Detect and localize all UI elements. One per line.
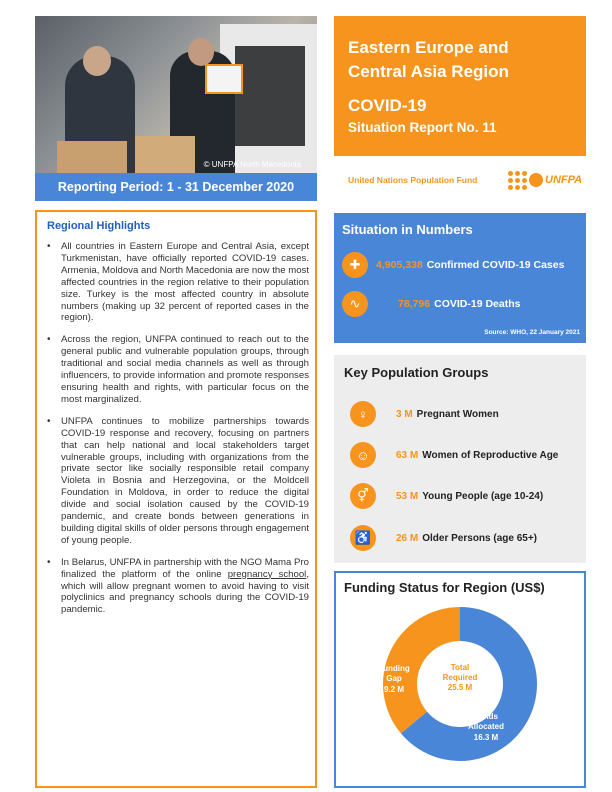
highlight-item: • UNFPA continues to mobilize partnerships towards COVID-19 response and recovery, focusing on partners that can help national and local stakeholders target vulnerable groups, including with organizations from the private sector like socially responsible retail company Violeta in Bosnia and Herzegovina, or the Moldcell Foundation in Moldova, in order to reduce the digital divide and social isolation caused by the COVID-19 pandemic, and create bonds between generations in building digital skills of older persons through engagement of young people.: [43, 416, 309, 547]
center-label: Total: [450, 663, 470, 672]
pregnancy-school-link[interactable]: pregnancy school: [227, 568, 307, 580]
highlights-title: Regional Highlights: [47, 220, 151, 232]
cases-label: Confirmed COVID-19 Cases: [426, 259, 565, 271]
data-label-funding-gap: Gap: [386, 674, 402, 683]
source-note: Source: WHO, 22 January 2021: [484, 329, 580, 336]
situation-title: Situation in Numbers: [342, 222, 473, 237]
logo-dots-icon: [508, 171, 527, 190]
population-value: 53 M: [396, 490, 419, 502]
unfpa-branding: [334, 160, 586, 200]
women-icon: ☺: [350, 442, 376, 468]
medical-kit-icon: ✚: [342, 252, 368, 278]
cover-photo: [35, 16, 317, 173]
deaths-label: COVID-19 Deaths: [434, 298, 521, 310]
cases-value: 4,905,338: [376, 259, 423, 271]
center-value: 25.5 M: [447, 683, 473, 692]
fund-name: United Nations Population Fund: [348, 175, 478, 185]
data-label-funds-allocated: Funds: [474, 712, 498, 721]
highlight-item: • Across the region, UNFPA continued to reach out to the general public and vulnerable population groups, through traditional and social media channels as well as through influencers, to provide information and promote responses ensuring health and rights, with particular focus on the most marginalized.: [43, 334, 309, 405]
highlight-item: [43, 557, 309, 617]
population-label: Young People (age 10-24): [422, 490, 544, 502]
highlight-text: , which will allow pregnant women to avoid having to visit polyclinics and pregnancy schools during the COVID-19 pandemic.: [61, 568, 309, 616]
highlight-item: • All countries in Eastern Europe and Central Asia, except Turkmenistan, have officially reported COVID-19 cases. Armenia, Moldova and North Macedonia are now the most affected countries in the region relative to their population size. Turkey is the most affected country in absolute numbers (making up 32 percent of reported cases in the region).: [43, 241, 309, 324]
population-value: 63 M: [396, 449, 419, 461]
deaths-value: 78,796: [398, 298, 431, 310]
person-right-head: [188, 38, 214, 66]
covid-title: COVID-19: [348, 96, 427, 115]
heartbeat-icon: ∿: [342, 291, 368, 317]
population-row: [350, 401, 499, 427]
highlight-text: In Belarus, UNFPA in partnership with the NGO Mama Pro finalized the platform of the online: [61, 556, 309, 580]
gender-icon: ⚥: [350, 483, 376, 509]
unfpa-box: [205, 64, 243, 94]
globe-icon: [529, 173, 543, 187]
center-label: Required: [442, 673, 478, 682]
reporting-period-bar: Reporting Period: 1 - 31 December 2020: [35, 173, 317, 201]
van-interior: [235, 46, 305, 146]
unfpa-logo-text: UNFPA: [545, 174, 583, 186]
population-label: Older Persons (age 65+): [422, 532, 538, 544]
cases-row: [342, 252, 564, 278]
title-header: [334, 16, 586, 156]
cardboard-box: [135, 136, 195, 173]
person-left-head: [83, 46, 111, 76]
region-title-line1: Eastern Europe and: [348, 38, 509, 57]
funding-donut-chart: [336, 573, 584, 786]
unfpa-logo: [508, 171, 582, 190]
population-value: 3 M: [396, 408, 413, 420]
population-row: [350, 442, 558, 468]
data-label-funds-allocated: Allocated: [467, 722, 505, 731]
key-population-groups: [334, 355, 586, 563]
report-number: Situation Report No. 11: [348, 120, 497, 135]
situation-in-numbers: [334, 213, 586, 343]
population-row: [350, 525, 537, 551]
population-label: Pregnant Women: [416, 408, 499, 420]
data-label-funding-gap: Funding: [378, 664, 410, 673]
funding-title: Funding Status for Region (US$): [344, 580, 545, 595]
cardboard-box: [57, 141, 127, 173]
highlights-list: [43, 241, 309, 616]
elderly-icon: ♿: [350, 525, 376, 551]
pregnant-woman-icon: ♀: [350, 401, 376, 427]
value-label-funding-gap: 9.2 M: [383, 685, 405, 694]
region-title-line2: Central Asia Region: [348, 62, 509, 81]
population-value: 26 M: [396, 532, 419, 544]
population-row: [350, 483, 543, 509]
regional-highlights: [35, 210, 317, 788]
population-label: Women of Reproductive Age: [422, 449, 559, 461]
photo-credit: © UNFPA North Macedonia: [203, 160, 301, 169]
value-label-funds-allocated: 16.3 M: [473, 733, 499, 742]
funding-status: [334, 571, 586, 788]
key-population-title: Key Population Groups: [344, 365, 489, 380]
deaths-row: [342, 291, 520, 317]
